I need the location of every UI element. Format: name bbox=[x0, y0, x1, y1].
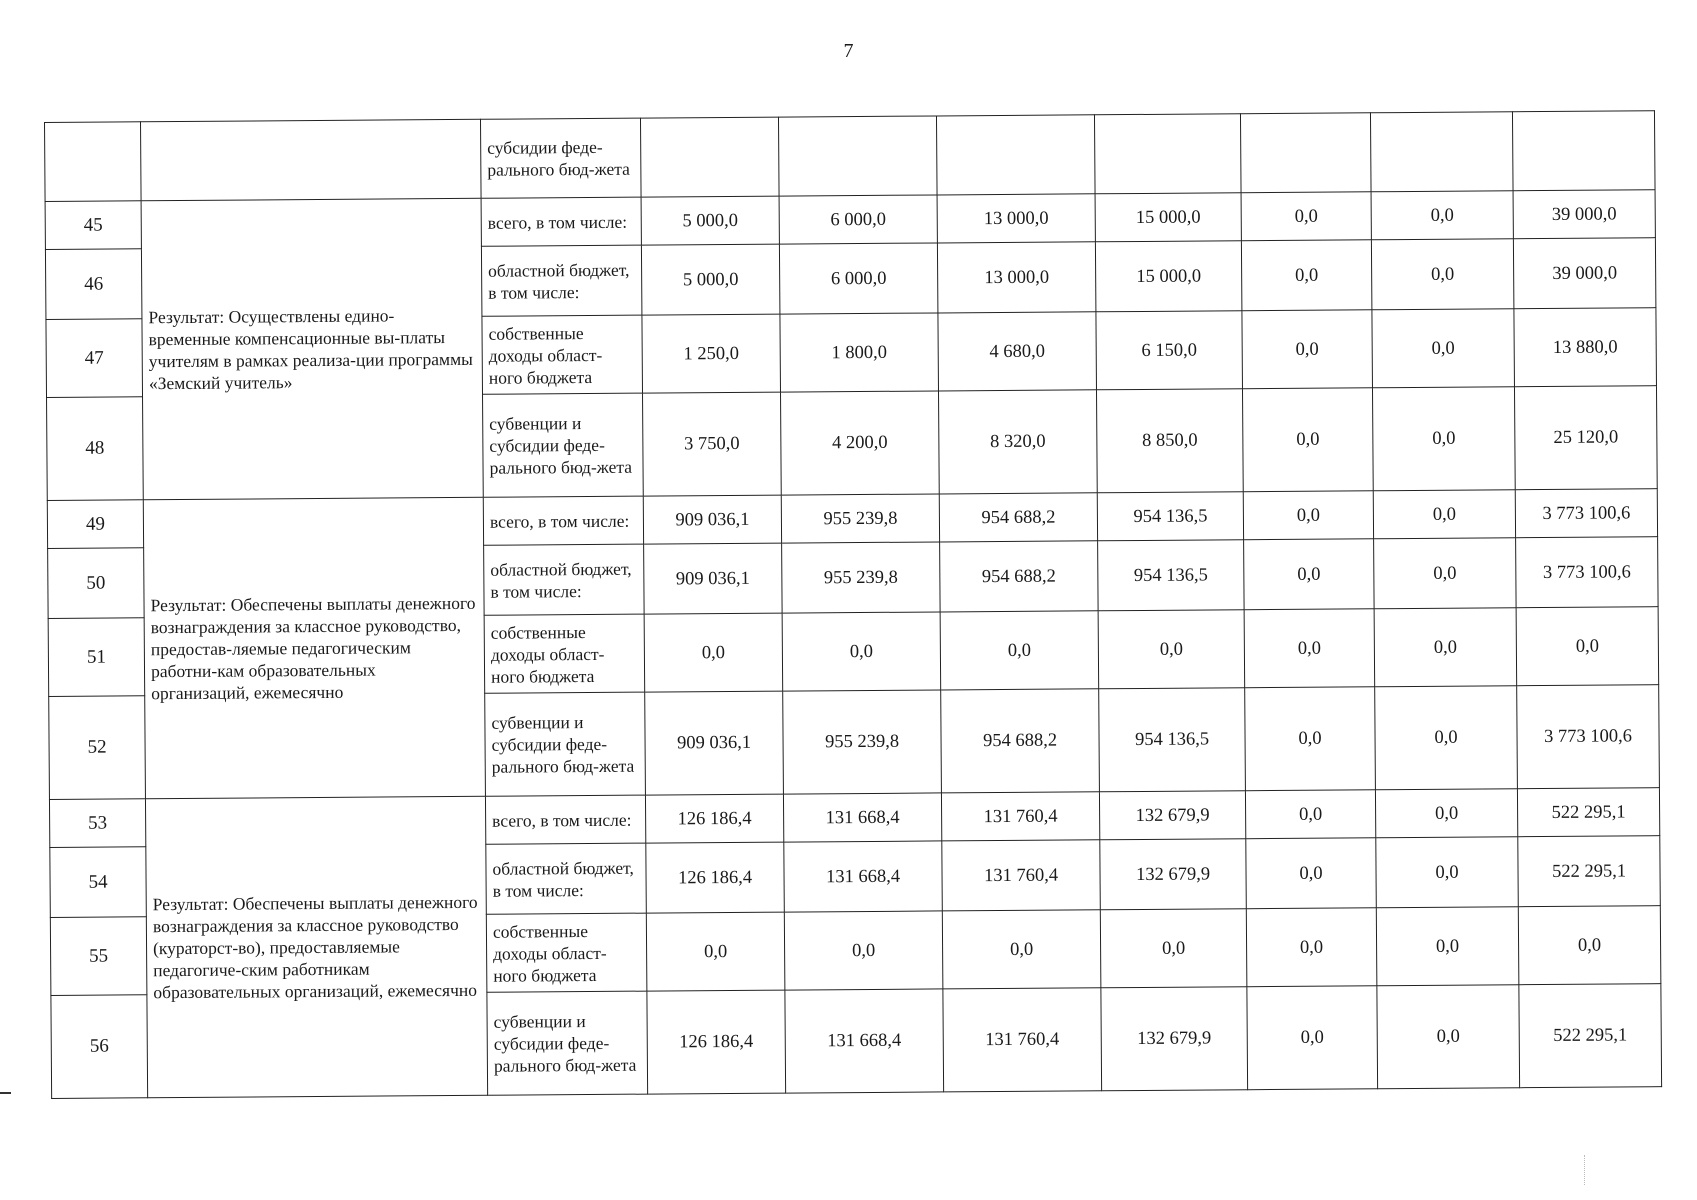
row-number-cell: 45 bbox=[45, 201, 141, 250]
row-number-cell: 53 bbox=[49, 799, 145, 848]
value-cell: 6 000,0 bbox=[779, 243, 938, 314]
row-number-cell: 55 bbox=[50, 917, 147, 996]
page-number: 7 bbox=[843, 40, 854, 62]
budget-table-wrapper bbox=[44, 110, 1662, 1099]
value-cell: 131 760,4 bbox=[941, 792, 1099, 841]
value-cell: 0,0 bbox=[1246, 838, 1377, 909]
value-cell: 522 295,1 bbox=[1519, 984, 1662, 1088]
row-number-cell: 51 bbox=[48, 618, 145, 697]
value-cell: 0,0 bbox=[940, 611, 1099, 690]
value-cell: 131 760,4 bbox=[943, 988, 1102, 1092]
value-cell: 131 760,4 bbox=[942, 840, 1101, 911]
value-cell: 6 150,0 bbox=[1096, 311, 1243, 390]
value-cell: 0,0 bbox=[1245, 790, 1375, 839]
value-cell: 909 036,1 bbox=[643, 495, 781, 544]
value-cell: 0,0 bbox=[1242, 388, 1373, 492]
value-cell: 126 186,4 bbox=[645, 794, 783, 843]
value-cell: 131 668,4 bbox=[784, 841, 943, 912]
value-cell: 132 679,9 bbox=[1099, 791, 1245, 840]
value-cell: 909 036,1 bbox=[644, 543, 783, 614]
value-cell: 0,0 bbox=[1375, 789, 1517, 838]
value-cell: 13 880,0 bbox=[1514, 308, 1657, 387]
value-cell: 3 773 100,6 bbox=[1517, 685, 1660, 789]
value-cell: 126 186,4 bbox=[647, 990, 786, 1094]
funding-source-cell: всего, в том числе: bbox=[481, 197, 641, 246]
value-cell: 0,0 bbox=[782, 612, 941, 691]
value-cell: 1 800,0 bbox=[780, 313, 939, 392]
row-number-cell: 49 bbox=[47, 500, 143, 549]
value-cell: 3 773 100,6 bbox=[1516, 537, 1659, 608]
value-cell: 15 000,0 bbox=[1095, 241, 1242, 312]
value-cell: 954 136,5 bbox=[1099, 688, 1246, 792]
value-cell: 25 120,0 bbox=[1514, 386, 1657, 490]
value-cell: 0,0 bbox=[1518, 906, 1661, 985]
value-cell: 954 688,2 bbox=[939, 493, 1097, 542]
value-cell: 3 773 100,6 bbox=[1515, 489, 1657, 538]
value-cell: 0,0 bbox=[1247, 986, 1378, 1090]
row-number-cell: 48 bbox=[47, 397, 144, 501]
value-cell: 954 136,5 bbox=[1097, 492, 1243, 541]
funding-source-cell: собственные доходы област-ного бюджета bbox=[484, 614, 645, 693]
value-cell: 0,0 bbox=[1516, 607, 1659, 686]
value-cell: 126 186,4 bbox=[646, 842, 785, 913]
value-cell: 954 688,2 bbox=[940, 541, 1099, 612]
value-cell: 4 200,0 bbox=[780, 391, 939, 495]
result-cell: Результат: Обеспечены выплаты денежного вознаграждения за классное руководство (кураторст-во), предоставляемые педагогиче-ским работникам образовательных организаций, ежемесячно bbox=[145, 796, 487, 1097]
value-cell: 0,0 bbox=[1373, 490, 1515, 539]
value-cell: 5 000,0 bbox=[641, 196, 779, 245]
value-cell: 132 679,9 bbox=[1101, 987, 1248, 1091]
funding-source-cell: субвенции и субсидии феде-рального бюд-жета bbox=[483, 393, 644, 497]
value-cell: 909 036,1 bbox=[645, 691, 784, 795]
value-cell bbox=[640, 117, 779, 197]
value-cell: 0,0 bbox=[1372, 309, 1515, 388]
row-number-cell: 56 bbox=[51, 995, 148, 1099]
funding-source-cell: субвенции и субсидии феде-рального бюд-жета bbox=[485, 692, 646, 796]
funding-source-cell: собственные доходы област-ного бюджета bbox=[486, 913, 647, 992]
value-cell: 5 000,0 bbox=[641, 244, 780, 315]
value-cell: 39 000,0 bbox=[1513, 190, 1655, 239]
table-row bbox=[45, 111, 1656, 202]
value-cell bbox=[936, 115, 1095, 195]
value-cell: 0,0 bbox=[1374, 538, 1517, 609]
budget-table bbox=[44, 110, 1662, 1099]
value-cell: 6 000,0 bbox=[779, 195, 937, 244]
result-cell: Результат: Осуществлены едино-временные компенсационные вы-платы учителям в рамках реализа-ции программы «Земский учитель» bbox=[141, 198, 483, 499]
value-cell: 0,0 bbox=[1242, 310, 1373, 389]
value-cell: 0,0 bbox=[784, 911, 943, 990]
value-cell: 4 680,0 bbox=[938, 312, 1097, 391]
row-number-cell: 46 bbox=[45, 249, 142, 320]
funding-source-cell: областной бюджет, в том числе: bbox=[484, 544, 645, 615]
value-cell: 0,0 bbox=[1246, 908, 1377, 987]
value-cell: 0,0 bbox=[1243, 491, 1373, 540]
funding-source-cell: субсидии феде-ральнoго бюд-жета bbox=[480, 118, 641, 198]
value-cell: 0,0 bbox=[1374, 608, 1517, 687]
value-cell: 0,0 bbox=[1241, 192, 1371, 241]
row-number-cell bbox=[45, 122, 142, 202]
value-cell bbox=[778, 116, 937, 196]
value-cell: 522 295,1 bbox=[1518, 836, 1661, 907]
value-cell: 0,0 bbox=[1372, 387, 1515, 491]
row-number-cell: 52 bbox=[49, 696, 146, 800]
value-cell: 955 239,8 bbox=[783, 690, 942, 794]
margin-mark bbox=[0, 1092, 11, 1094]
value-cell: 954 688,2 bbox=[941, 689, 1100, 793]
value-cell: 0,0 bbox=[1371, 191, 1513, 240]
value-cell: 0,0 bbox=[1376, 907, 1519, 986]
value-cell: 0,0 bbox=[942, 910, 1101, 989]
value-cell: 0,0 bbox=[1244, 609, 1375, 688]
value-cell: 0,0 bbox=[1375, 686, 1518, 790]
value-cell bbox=[1370, 112, 1513, 192]
row-number-cell: 47 bbox=[46, 319, 143, 398]
value-cell: 954 136,5 bbox=[1098, 540, 1245, 611]
value-cell: 8 320,0 bbox=[938, 390, 1097, 494]
value-cell: 3 750,0 bbox=[643, 392, 782, 496]
value-cell: 39 000,0 bbox=[1513, 238, 1656, 309]
value-cell: 13 000,0 bbox=[937, 194, 1095, 243]
value-cell bbox=[1512, 111, 1655, 191]
value-cell: 15 000,0 bbox=[1095, 193, 1241, 242]
value-cell: 0,0 bbox=[1100, 909, 1247, 988]
result-cell: Результат: Обеспечены выплаты денежного вознаграждения за классное руководство, предостав-ляемые педагогическим работни-кам образовательных организаций, ежемесячно bbox=[143, 497, 485, 798]
value-cell: 0,0 bbox=[1244, 539, 1375, 610]
row-number-cell: 50 bbox=[48, 548, 145, 619]
result-cell bbox=[141, 119, 482, 200]
value-cell: 955 239,8 bbox=[782, 542, 941, 613]
funding-source-cell: областной бюджет, в том числе: bbox=[481, 245, 642, 316]
value-cell: 132 679,9 bbox=[1100, 839, 1247, 910]
value-cell: 0,0 bbox=[1098, 610, 1245, 689]
value-cell: 8 850,0 bbox=[1096, 389, 1243, 493]
value-cell: 0,0 bbox=[646, 912, 785, 991]
value-cell: 1 250,0 bbox=[642, 314, 781, 393]
value-cell: 0,0 bbox=[1241, 240, 1372, 311]
funding-source-cell: всего, в том числе: bbox=[485, 795, 645, 844]
value-cell bbox=[1094, 114, 1241, 194]
value-cell: 0,0 bbox=[644, 613, 783, 692]
funding-source-cell: субвенции и субсидии феде-рального бюд-жета bbox=[487, 991, 648, 1095]
value-cell: 0,0 bbox=[1245, 687, 1376, 791]
row-number-cell: 54 bbox=[50, 847, 147, 918]
value-cell: 13 000,0 bbox=[937, 242, 1096, 313]
value-cell: 0,0 bbox=[1376, 837, 1519, 908]
funding-source-cell: всего, в том числе: bbox=[483, 496, 643, 545]
funding-source-cell: областной бюджет, в том числе: bbox=[486, 843, 647, 914]
value-cell: 522 295,1 bbox=[1517, 788, 1659, 837]
value-cell: 131 668,4 bbox=[783, 793, 941, 842]
value-cell bbox=[1240, 113, 1371, 193]
value-cell: 0,0 bbox=[1377, 985, 1520, 1089]
value-cell: 955 239,8 bbox=[781, 494, 939, 543]
scan-speckle bbox=[1584, 1155, 1587, 1185]
value-cell: 131 668,4 bbox=[785, 989, 944, 1093]
value-cell: 0,0 bbox=[1371, 239, 1514, 310]
funding-source-cell: собственные доходы област-ного бюджета bbox=[482, 315, 643, 394]
